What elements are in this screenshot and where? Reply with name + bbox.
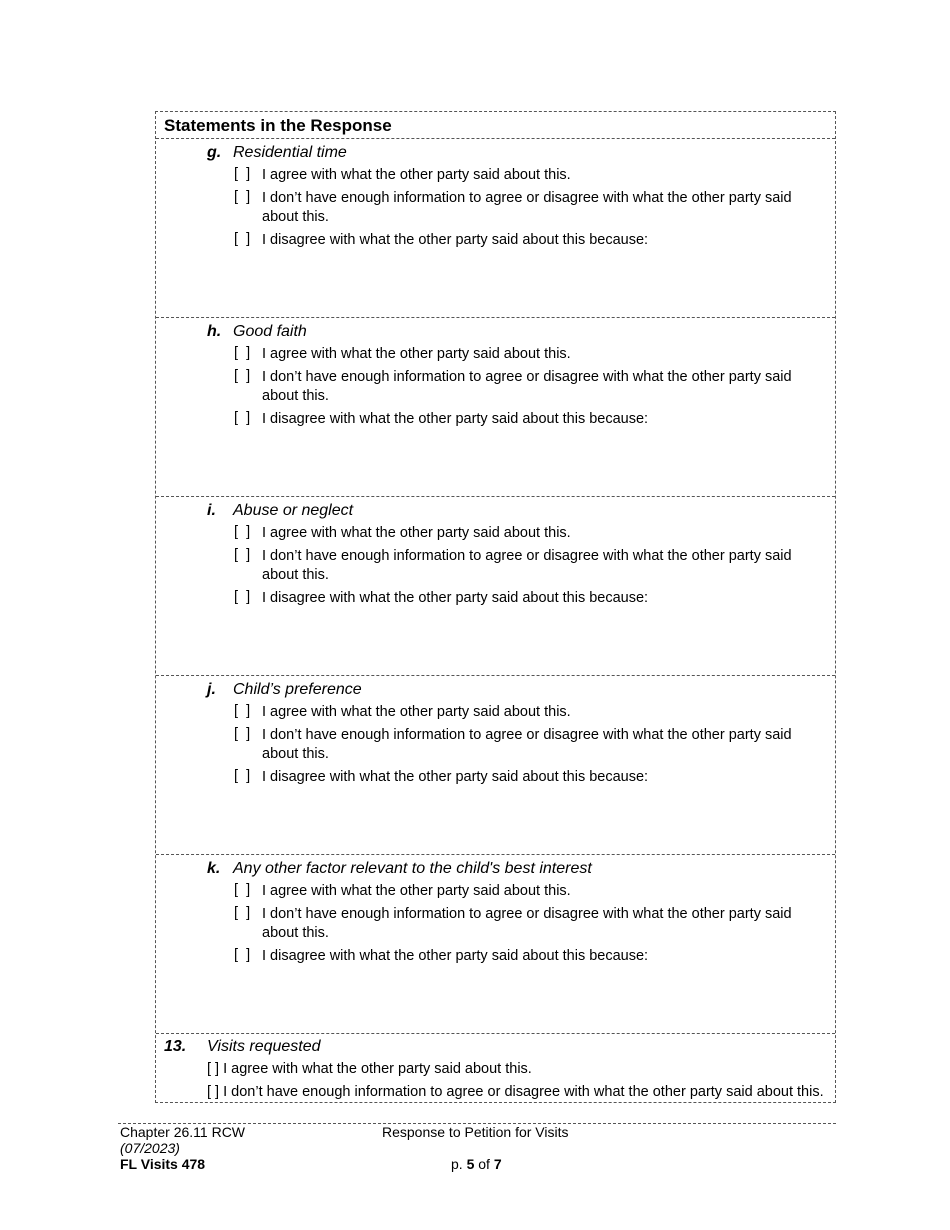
checkbox[interactable]: [ ] bbox=[234, 768, 251, 784]
table-header: Statements in the Response bbox=[156, 112, 835, 139]
section-letter: g. bbox=[207, 144, 222, 161]
option-label: I agree with what the other party said about this. bbox=[262, 525, 571, 541]
checkbox[interactable]: [ ] bbox=[234, 547, 251, 563]
option-label: I disagree with what the other party said about this because: bbox=[262, 769, 649, 785]
agree-option[interactable]: [ ] I agree with what the other party said about this. bbox=[207, 1061, 532, 1077]
checkbox[interactable]: [ ] bbox=[234, 524, 251, 540]
page-total: 7 bbox=[493, 1156, 502, 1172]
statements-table bbox=[155, 111, 836, 1103]
option-label: I agree with what the other party said about this. bbox=[262, 883, 571, 899]
checkbox[interactable]: [ ] bbox=[234, 189, 251, 205]
option-label: I agree with what the other party said about this. bbox=[262, 704, 571, 720]
checkbox[interactable]: [ ] bbox=[234, 589, 251, 605]
checkbox[interactable]: [ ] bbox=[234, 368, 251, 384]
checkbox[interactable]: [ ] bbox=[234, 947, 251, 963]
section-title: Good faith bbox=[233, 323, 307, 340]
page-current: 5 bbox=[466, 1156, 475, 1172]
section-title: Any other factor relevant to the child's best interest bbox=[233, 860, 592, 877]
option-label: I don’t have enough information to agree or disagree with what the other party said about this. bbox=[262, 906, 792, 941]
checkbox[interactable]: [ ] bbox=[234, 882, 251, 898]
option-label: I disagree with what the other party said about this because: bbox=[262, 590, 649, 606]
checkbox[interactable]: [ ] bbox=[234, 231, 251, 247]
section-title: Visits requested bbox=[207, 1038, 321, 1055]
option-label: I don’t have enough information to agree or disagree with what the other party said about this. bbox=[262, 369, 792, 404]
section-letter: i. bbox=[207, 502, 216, 519]
checkbox[interactable]: [ ] bbox=[234, 166, 251, 182]
section-letter: k. bbox=[207, 860, 221, 877]
section-13 bbox=[156, 1034, 835, 1103]
section-letter: j. bbox=[207, 681, 216, 698]
section-k bbox=[156, 855, 835, 1034]
option-label: I disagree with what the other party said about this because: bbox=[262, 232, 649, 248]
option-label: I don’t have enough information to agree or disagree with what the other party said about this. bbox=[262, 548, 792, 583]
section-title: Child’s preference bbox=[233, 681, 362, 698]
no-info-option[interactable]: [ ] I don’t have enough information to agree or disagree with what the other party said about this. bbox=[207, 1084, 824, 1100]
footer-form-title: Response to Petition for Visits bbox=[382, 1124, 569, 1140]
section-g bbox=[156, 139, 835, 318]
section-title: Abuse or neglect bbox=[233, 502, 354, 519]
section-letter: h. bbox=[207, 323, 222, 340]
option-label: I disagree with what the other party said about this because: bbox=[262, 411, 649, 427]
option-label: I agree with what the other party said about this. bbox=[262, 346, 571, 362]
option-label: I don’t have enough information to agree or disagree with what the other party said about this. bbox=[262, 190, 792, 225]
checkbox[interactable]: [ ] bbox=[234, 410, 251, 426]
section-number: 13. bbox=[164, 1038, 187, 1055]
option-label: I agree with what the other party said about this. bbox=[262, 167, 571, 183]
section-h bbox=[156, 318, 835, 497]
page-of: of bbox=[474, 1156, 494, 1172]
checkbox[interactable]: [ ] bbox=[234, 726, 251, 742]
section-i bbox=[156, 497, 835, 676]
footer-date: (07/2023) bbox=[120, 1140, 180, 1156]
checkbox[interactable]: [ ] bbox=[234, 345, 251, 361]
footer-form-id: FL Visits 478 bbox=[120, 1156, 206, 1172]
footer-chapter: Chapter 26.11 RCW bbox=[120, 1124, 246, 1140]
page-number bbox=[451, 1156, 502, 1172]
page-prefix: p. bbox=[451, 1156, 467, 1172]
option-label: I don’t have enough information to agree or disagree with what the other party said about this. bbox=[262, 727, 792, 762]
option-label: I disagree with what the other party said about this because: bbox=[262, 948, 649, 964]
section-j bbox=[156, 676, 835, 855]
section-title: Residential time bbox=[233, 144, 347, 161]
checkbox[interactable]: [ ] bbox=[234, 703, 251, 719]
checkbox[interactable]: [ ] bbox=[234, 905, 251, 921]
